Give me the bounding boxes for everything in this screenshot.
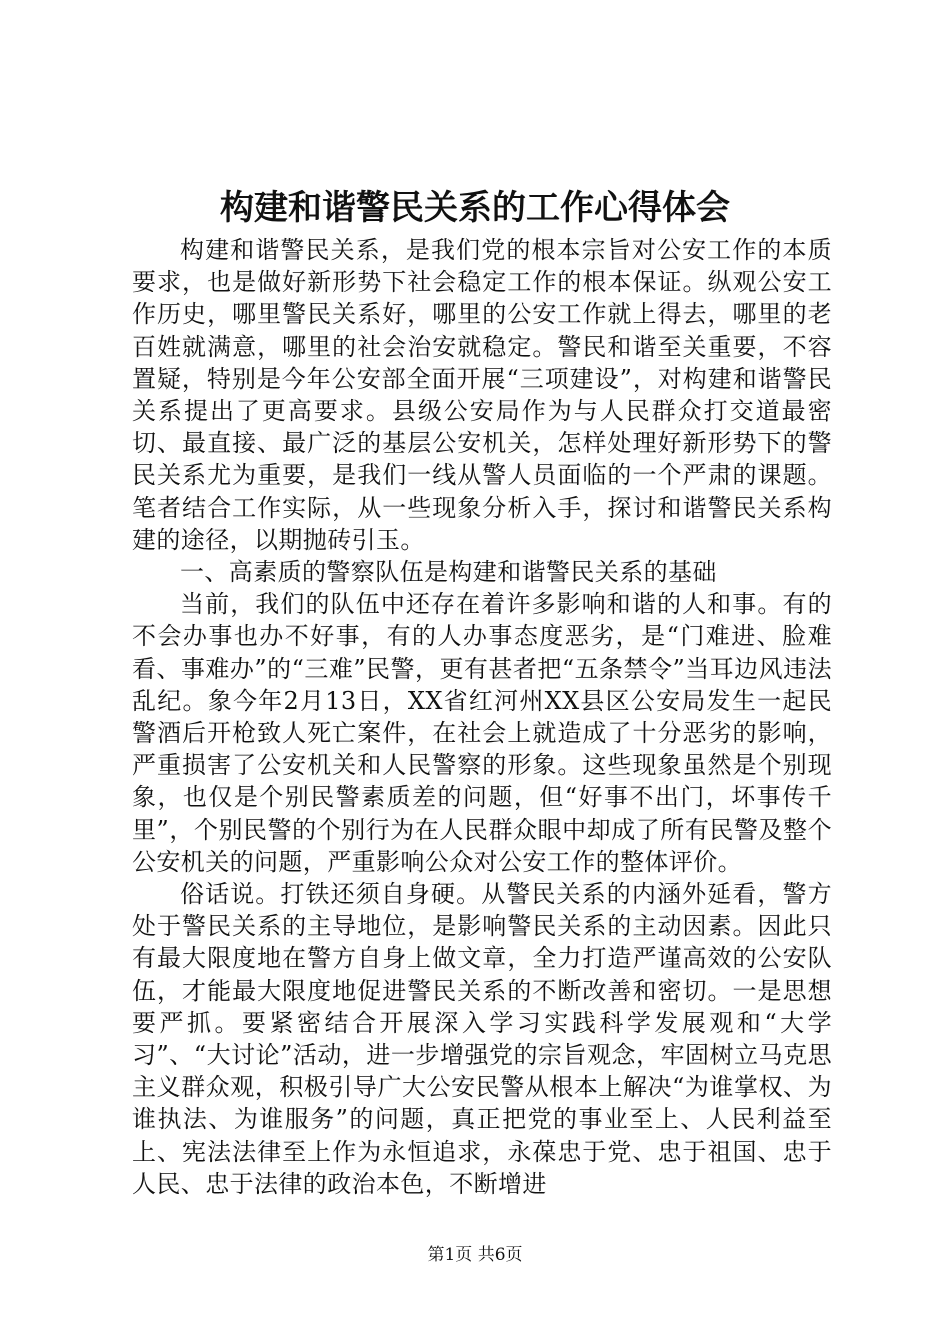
page-indicator: 第1页 共6页: [427, 1245, 523, 1265]
page-footer: [0, 1244, 950, 1266]
paragraph-intro: 构建和谐警民关系，是我们党的根本宗旨对公安工作的本质要求，也是做好新形势下社会稳定工作的根本保证。纵观公安工作历史，哪里警民关系好，哪里的公安工作就上得去，哪里的老百姓就满意，哪里的社会治安就稳定。警民和谐至关重要，不容置疑，特别是今年公安部全面开展“三项建设”，对构建和谐警民关系提出了更高要求。县级公安局作为与人民群众打交道最密切、最直接、最广泛的基层公安机关，怎样处理好新形势下的警民关系尤为重要，是我们一线从警人员面临的一个严肃的课题。笔者结合工作实际，从一些现象分析入手，探讨和谐警民关系构建的途径，以期抛砖引玉。: [132, 236, 832, 554]
paragraph-self-discipline: 俗话说。打铁还须自身硬。从警民关系的内涵外延看，警方处于警民关系的主导地位，是影响警民关系的主动因素。因此只有最大限度地在警方自身上做文章，全力打造严谨高效的公安队伍，才能最大限度地促进警民关系的不断改善和密切。一是思想要严抓。要紧密结合开展深入学习实践科学发展观和“大学习”、“大讨论”活动，进一步增强党的宗旨观念，牢固树立马克思主义群众观，积极引导广大公安民警从根本上解决“为谁掌权、为谁执法、为谁服务”的问题，真正把党的事业至上、人民利益至上、宪法法律至上作为永恒追求，永葆忠于党、忠于祖国、忠于人民、忠于法律的政治本色，不断增进: [132, 880, 832, 1198]
document-body: [132, 234, 832, 1200]
paragraph-current-issues: 当前，我们的队伍中还存在着许多影响和谐的人和事。有的不会办事也办不好事，有的人办事态度恶劣，是“门难进、脸难看、事难办”的“三难”民警，更有甚者把“五条禁令”当耳边风违法乱纪。象今年2月13日，XX省红河州XX县区公安局发生一起民警酒后开枪致人死亡案件，在社会上就造成了十分恶劣的影响，严重损害了公安机关和人民警察的形象。这些现象虽然是个别现象，也仅是个别民警素质差的问题，但“好事不出门，坏事传千里”，个别民警的个别行为在人民群众眼中却成了所有民警及整个公安机关的问题，严重影响公众对公安工作的整体评价。: [132, 590, 832, 876]
document-title: 构建和谐警民关系的工作心得体会: [220, 188, 730, 228]
section-heading-1: 一、高素质的警察队伍是构建和谐警民关系的基础: [180, 558, 717, 587]
